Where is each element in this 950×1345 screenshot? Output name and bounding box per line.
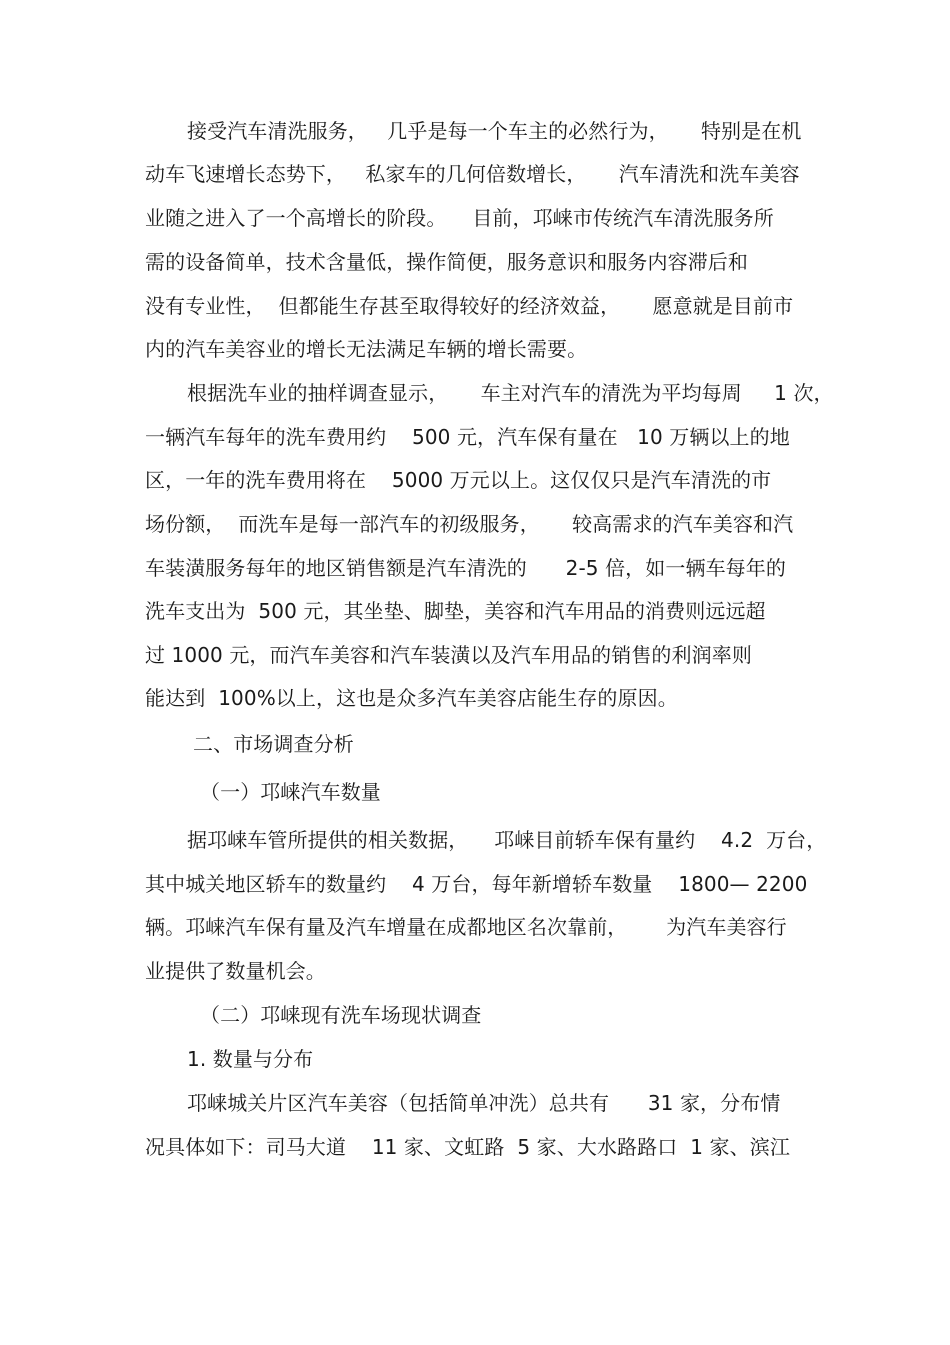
paragraph-3-line-1: 据邛崃车管所提供的相关数据， 邛崃目前轿车保有量约 4.2 万台， <box>187 828 827 852</box>
paragraph-4-line-2: 况具体如下：司马大道 11 家、文虹路 5 家、大水路路口 1 家、滨江 <box>145 1135 790 1159</box>
paragraph-1-line-6: 内的汽车美容业的增长无法满足车辆的增长需要。 <box>145 337 588 361</box>
paragraph-1-line-2: 动车飞速增长态势下， 私家车的几何倍数增长， 汽车清洗和洗车美容 <box>145 162 800 186</box>
paragraph-2-line-6: 洗车支出为 500 元，其坐垫、脚垫，美容和汽车用品的消费则远远超 <box>145 599 766 623</box>
paragraph-2-line-2: 一辆汽车每年的洗车费用约 500 元，汽车保有量在 10 万辆以上的地 <box>145 425 790 449</box>
paragraph-2-line-8: 能达到 100%以上，这也是众多汽车美容店能生存的原因。 <box>145 686 678 710</box>
list-item-quantity-distribution: 1. 数量与分布 <box>187 1047 314 1071</box>
subsection-heading-car-count: （一）邛崃汽车数量 <box>200 780 381 804</box>
paragraph-1-line-5: 没有专业性， 但都能生存甚至取得较好的经济效益， 愿意就是目前市 <box>145 294 794 318</box>
paragraph-1-line-4: 需的设备简单，技术含量低，操作简便，服务意识和服务内容滞后和 <box>145 250 748 274</box>
paragraph-1-line-3: 业随之进入了一个高增长的阶段。 目前，邛崃市传统汽车清洗服务所 <box>145 206 774 230</box>
subsection-heading-carwash-status: （二）邛崃现有洗车场现状调查 <box>200 1003 482 1027</box>
paragraph-2-line-3: 区，一年的洗车费用将在 5000 万元以上。这仅仅只是汽车清洗的市 <box>145 468 772 492</box>
paragraph-3-line-2: 其中城关地区轿车的数量约 4 万台，每年新增轿车数量 1800— 2200 <box>145 872 808 896</box>
paragraph-2-line-5: 车装潢服务每年的地区销售额是汽车清洗的 2-5 倍，如一辆车每年的 <box>145 556 786 580</box>
paragraph-2-line-4: 场份额， 而洗车是每一部汽车的初级服务， 较高需求的汽车美容和汽 <box>145 512 794 536</box>
paragraph-1-line-1: 接受汽车清洗服务， 几乎是每一个车主的必然行为， 特别是在机 <box>187 119 802 143</box>
paragraph-2-line-7: 过 1000 元，而汽车美容和汽车装潢以及汽车用品的销售的利润率则 <box>145 643 752 667</box>
section-heading-market-survey: 二、市场调查分析 <box>193 732 354 756</box>
paragraph-3-line-3: 辆。邛崃汽车保有量及汽车增量在成都地区名次靠前， 为汽车美容行 <box>145 915 787 939</box>
paragraph-3-line-4: 业提供了数量机会。 <box>145 959 326 983</box>
paragraph-4-line-1: 邛崃城关片区汽车美容（包括简单冲洗）总共有 31 家，分布情 <box>187 1091 781 1115</box>
paragraph-2-line-1: 根据洗车业的抽样调查显示， 车主对汽车的清洗为平均每周 1 次， <box>187 381 834 405</box>
